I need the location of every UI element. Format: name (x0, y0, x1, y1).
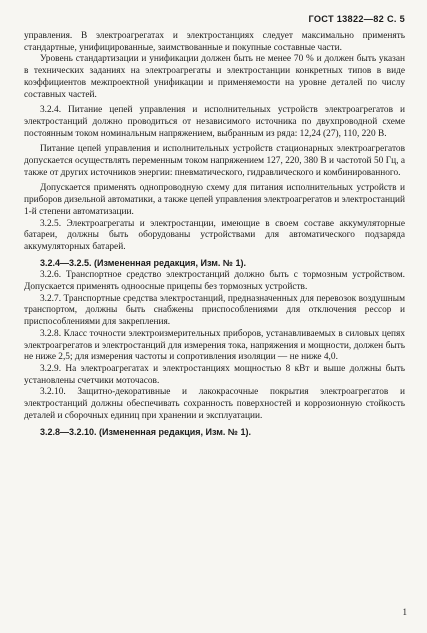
page-edge-mark: 1 (402, 607, 407, 617)
paragraph: Питание цепей управления и исполнительных устройств стационарных электроагрегатов допускается осуществлять переменным током напряжением 127, 220, 380 В и частотой 50 Гц, а также от других источников энергии: пневматического, гидравлического и комбинированного. (24, 144, 405, 178)
paragraph: 3.2.5. Электроагрегаты и электростанции, имеющие в своем составе аккумуляторные батареи, должны быть оборудованы устройствами для автоматического подзаряда аккумуляторных батарей. (24, 218, 405, 252)
paragraph: 3.2.7. Транспортные средства электростанций, предназначенных для перевозок воздушным транспортом, должны быть снабжены приспособлениями для отключения рессор и приспособлениями для закрепления. (24, 293, 405, 328)
paragraph: 3.2.8. Класс точности электроизмерительных приборов, устанавливаемых в силовых цепях электроагрегатов и электростанций для измерения тока, напряжения и мощности, должен быть не ниже 2,5; для измерения частоты и сопротивления изоляции — не ниже 4,0. (24, 328, 405, 363)
amendment-note (24, 427, 405, 440)
paragraph: 3.2.10. Защитно-декоративные и лакокрасочные покрытия электроагрегатов и электростанций должны обеспечивать сохранность поверхностей и коррозионную стойкость деталей и сборочных единиц при хранении и эксплуатации. (24, 387, 405, 421)
page-header: ГОСТ 13822—82 С. 5 (308, 14, 405, 24)
amendment-note (24, 258, 405, 271)
paragraph: 3.2.9. На электроагрегатах и электростанциях мощностью 8 кВт и выше должны быть установлены счетчики моточасов. (24, 363, 405, 386)
paragraph: Уровень стандартизации и унификации должен быть не менее 70 % и должен быть указан в технических заданиях на электроагрегаты и электростанции конкретных типов в виде коэффициентов межпроектной унификации и применяемости на уровне деталей по числу составных частей. (24, 54, 405, 100)
paragraph: управления. В электроагрегатах и электростанциях следует максимально применять стандартные, унифицированные, заимствованные и покупные составные части. (24, 31, 405, 53)
paragraph: 3.2.4. Питание цепей управления и исполнительных устройств электроагрегатов и электростанций должно проводиться от независимого источника по двухпроводной схеме постоянным током номинальным напряжением, выбранным из ряда: 12,24 (27), 110, 220 В. (24, 105, 405, 139)
amendment-note-text: 3.2.8—3.2.10. (Измененная редакция, Изм. № 1). (40, 426, 251, 437)
amendment-note-text: 3.2.4—3.2.5. (Измененная редакция, Изм. № 1). (40, 257, 246, 268)
paragraph: 3.2.6. Транспортное средство электростанций должно быть с тормозным устройством. Допускается применять одноосные прицепы без тормозных устройств. (24, 270, 405, 293)
paragraph: Допускается применять однопроводную схему для питания исполнительных устройств и приборов дизельной автоматики, а также цепей управления электроагрегатов и электростанций 1-й степени автоматизации. (24, 183, 405, 217)
